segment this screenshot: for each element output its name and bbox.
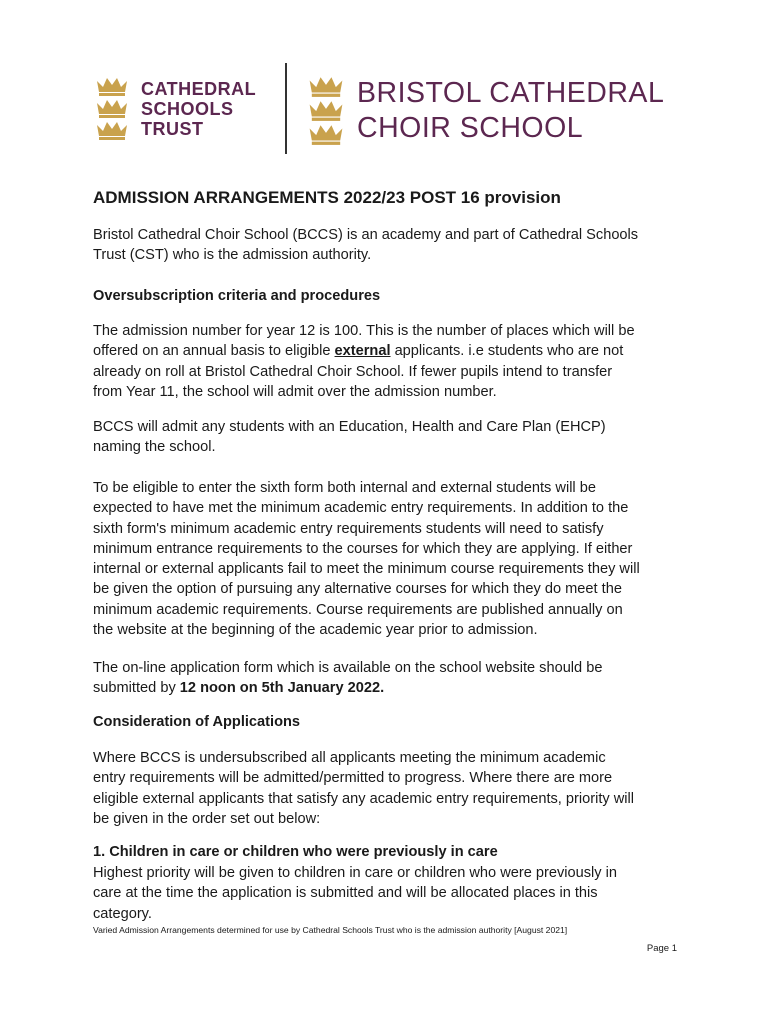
oversubscription-heading: Oversubscription criteria and procedures	[93, 288, 381, 304]
application-deadline-paragraph	[93, 658, 683, 699]
eligibility-paragraph: To be eligible to enter the sixth form both internal and external students will be expected to have met the minimum academic entry requirements. In addition to the sixth form's minimum academic entry requirements students will need to satisfy minimum entrance requirements to the courses for which they are applying. If either internal or external applicants fail to meet the minimum course requirements they will be given the option of pursuing any alternative courses for which they do meet the minimum academic requirements. Course requirements are published annually on the website at the beginning of the academic year prior to admission.	[93, 480, 640, 639]
crown-icon	[306, 74, 346, 98]
priority-item-1-text: Highest priority will be given to children in care or children who were previously in care at the time the application is submitted and will be allocated places in this category.	[93, 865, 617, 922]
p1-after: applicants. i.e students who are not already on roll at Bristol Cathedral Choir School. If fewer pupils intend to transfer from Year 11, the school will admit over the admission number.	[93, 343, 624, 400]
p4-before: The on-line application form which is available on the school website should be submitted by	[93, 660, 603, 697]
ehcp-paragraph: BCCS will admit any students with an Education, Health and Care Plan (EHCP) naming the school.	[93, 419, 606, 456]
crown-icon	[94, 119, 130, 141]
priority-item-1-heading: 1. Children in care or children who were previously in care	[93, 844, 498, 860]
crown-icon	[306, 98, 346, 122]
crown-icon	[306, 122, 346, 146]
cst-logo-line1: CATHEDRAL	[141, 79, 257, 99]
intro-paragraph: Bristol Cathedral Choir School (BCCS) is an academy and part of Cathedral Schools Trust (CST) who is the admission authority.	[93, 227, 639, 264]
logo-divider	[285, 63, 287, 154]
external-emphasis: external	[334, 343, 391, 360]
consideration-paragraph: Where BCCS is undersubscribed all applicants meeting the minimum academic entry requirements will be admitted/permitted to progress. Where there are more eligible external applicants that satisfy any academic entry requirements, priority will be given in the order set out below:	[93, 750, 635, 827]
cst-logo-line3: TRUST	[141, 119, 204, 139]
deadline-text: 12 noon on 5th January 2022.	[179, 680, 385, 697]
admission-number-paragraph	[93, 321, 683, 402]
footer-note: Varied Admission Arrangements determined for use by Cathedral Schools Trust who is the admission authority [August 2021]	[93, 925, 568, 935]
consideration-heading: Consideration of Applications	[93, 714, 301, 730]
crown-icon	[94, 97, 130, 119]
p1-before: The admission number for year 12 is 100. This is the number of places which will be offered on an annual basis to eligible	[93, 323, 635, 360]
bccs-logo-line2: CHOIR SCHOOL	[357, 112, 584, 144]
bccs-logo-line1: BRISTOL CATHEDRAL	[357, 77, 665, 109]
page-title: ADMISSION ARRANGEMENTS 2022/23 POST 16 provision	[93, 188, 561, 207]
page-number: Page 1	[646, 943, 677, 954]
crown-icon	[94, 75, 130, 97]
cst-logo-line2: SCHOOLS	[141, 99, 234, 119]
